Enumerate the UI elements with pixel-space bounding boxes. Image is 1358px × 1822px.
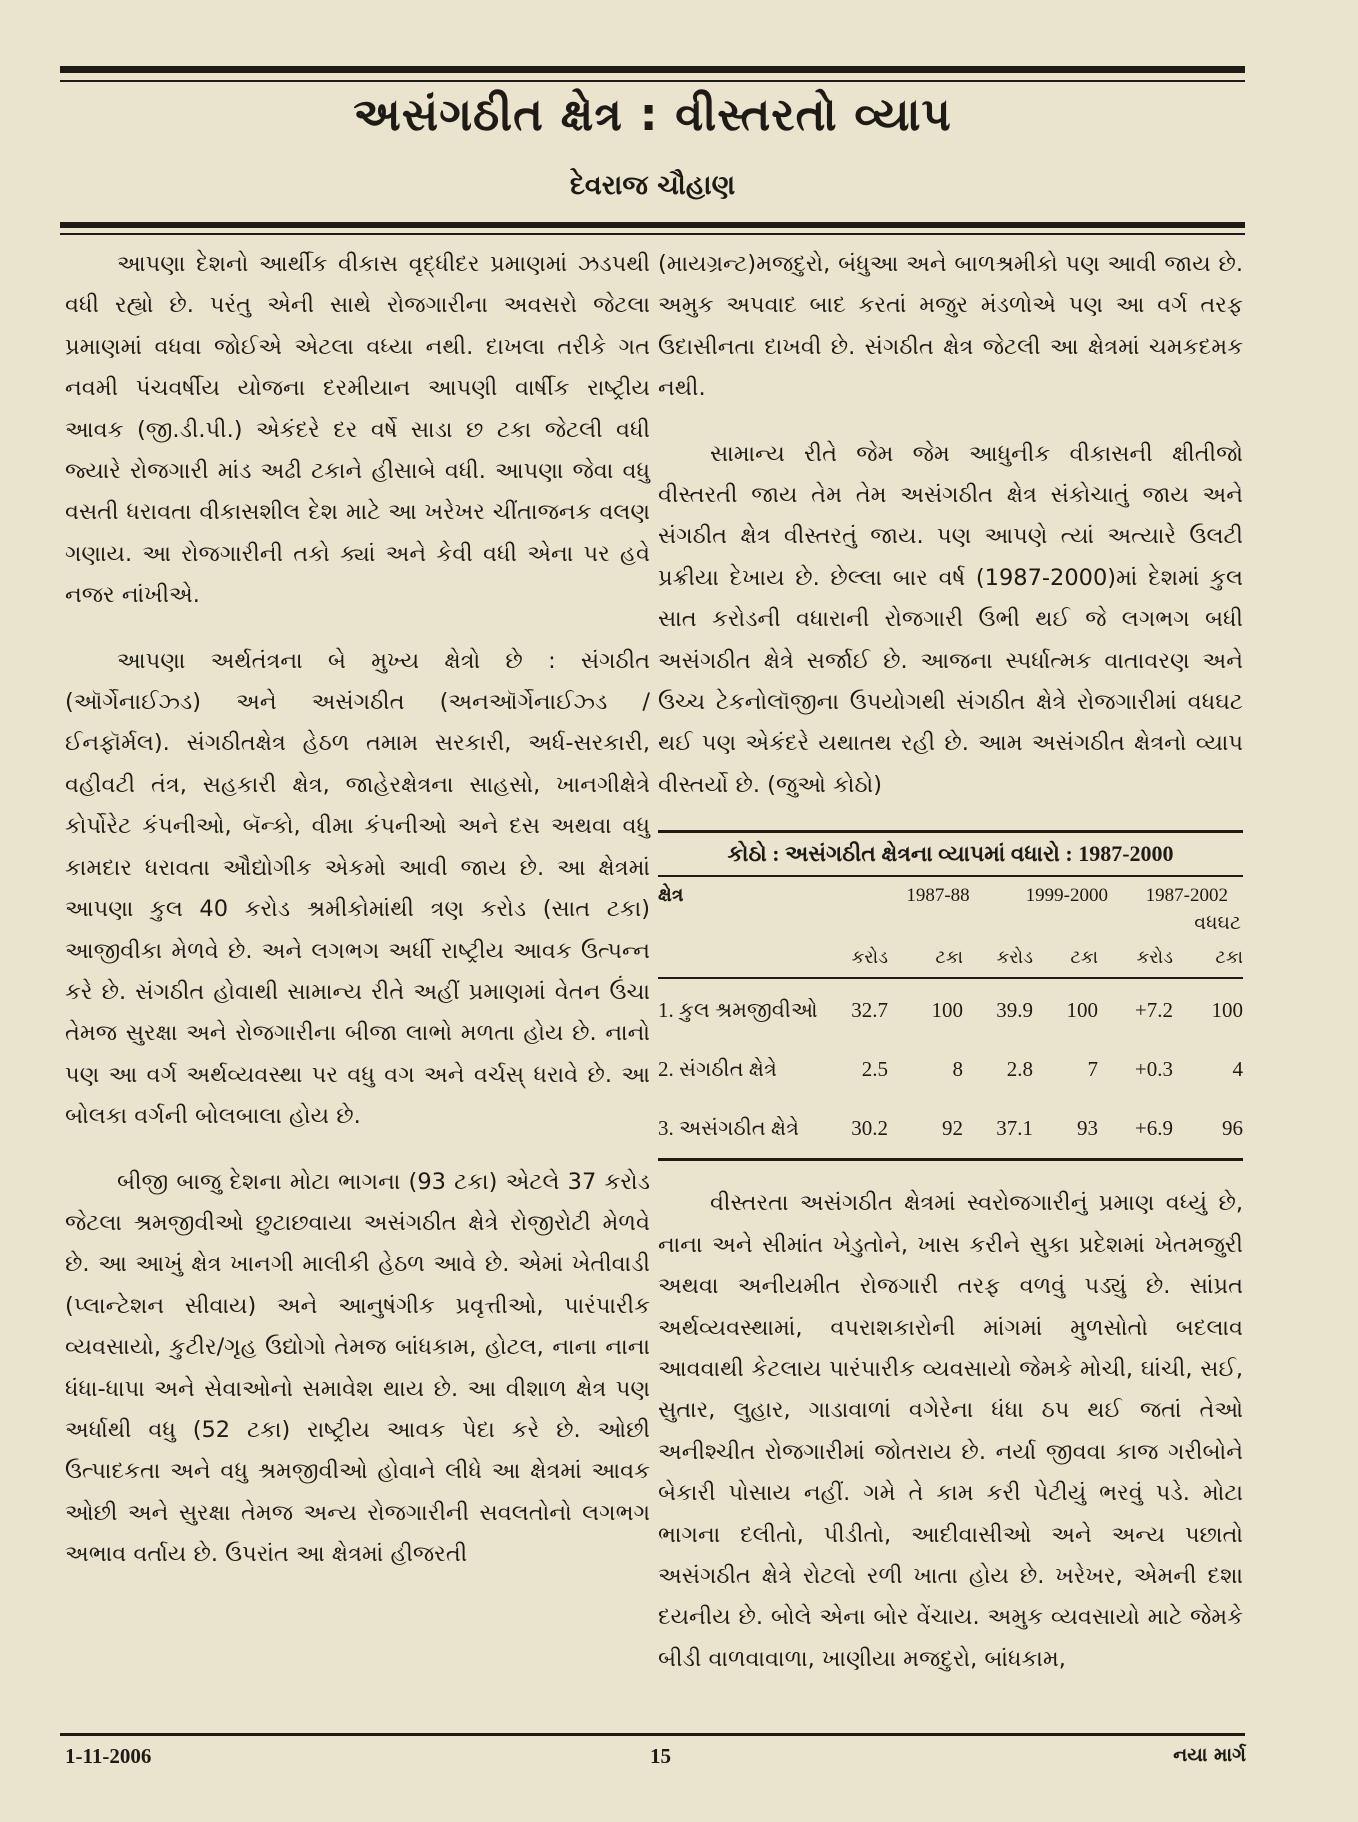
cell-value: 39.9 — [996, 998, 1033, 1023]
table-row — [658, 981, 1243, 1040]
header-rule-thin — [60, 233, 1245, 235]
table-header-change: 1987-2002 — [1145, 885, 1228, 907]
table-header-sector: ક્ષેત્ર — [658, 885, 684, 907]
table-units-row — [658, 937, 1243, 977]
left-paragraph-2: આપણા અર્થતંત્રના બે મુખ્ય ક્ષેત્રો છે : સંગઠીત (ઑર્ગેનાઈઝ્ડ) અને અસંગઠીત (અનઑર્ગેનાઈઝ્ડ / ઈનફૉર્મલ). સંગઠીતક્ષેત્ર હેઠળ તમામ સરકારી, અર્ધ-સરકારી, વહીવટી તંત્ર, સહકારી ક્ષેત્ર, જાહેરક્ષેત્રના સાહસો, ખાનગીક્ષેત્રે કોર્પોરેટ કંપનીઓ, બૅન્કો, વીમા કંપનીઓ અને દસ અથવા વધુ કામદાર ધરાવતા ઔદ્યોગીક એકમો આવી જાય છે. આ ક્ષેત્રમાં આપણા કુલ 40 કરોડ શ્રમીકોમાંથી ત્રણ કરોડ (સાત ટકા) આજીવીકા મેળવે છે. અને લગભગ અર્ધી રાષ્ટ્રીય આવક ઉત્પન્ન કરે છે. સંગઠીત હોવાથી સામાન્ય રીતે અહીં પ્રમાણમાં વેતન ઉંચા તેમજ સુરક્ષા અને રોજગારીના બીજા લાભો મળતા હોય છે. નાનો પણ આ વર્ગ અર્થવ્યવસ્થા પર વધુ વગ અને વર્ચસ્ ધરાવે છે. આ બોલકા વર્ગની બોલબાલા હોય છે. — [65, 647, 650, 1130]
unit-percent: ટકા — [935, 947, 963, 968]
page-number: 15 — [650, 1744, 671, 1768]
article-title: અસંગઠીત ક્ષેત્ર : વીસ્તરતો વ્યાપ — [353, 88, 952, 141]
top-rule-thin — [60, 80, 1245, 82]
unit-percent: ટકા — [1215, 947, 1243, 968]
header-rule-thick — [60, 222, 1245, 228]
data-table — [658, 830, 1243, 1161]
article-author: દેવરાજ ચૌહાણ — [569, 170, 736, 201]
cell-value: 8 — [952, 1057, 963, 1082]
magazine-name: નયા માર્ગ — [1173, 1744, 1246, 1766]
row-label: 1. કુલ શ્રમજીવીઓ — [658, 998, 818, 1023]
cell-value: 7 — [1087, 1057, 1098, 1082]
unit-percent: ટકા — [1070, 947, 1098, 968]
cell-value: 2.8 — [1006, 1057, 1033, 1082]
cell-value: +6.9 — [1134, 1116, 1173, 1141]
cell-value: +0.3 — [1134, 1057, 1173, 1082]
table-header-1987: 1987-88 — [906, 885, 970, 907]
cell-value: 32.7 — [851, 998, 888, 1023]
footer-rule — [60, 1733, 1245, 1736]
top-rule-thick — [60, 66, 1245, 73]
table-subheader-row — [658, 911, 1243, 937]
table-caption: કોઠો : અસંગઠીત ક્ષેત્રના વ્યાપમાં વધારો : 1987-2000 — [727, 841, 1174, 867]
cell-value: 92 — [942, 1116, 963, 1141]
left-paragraph-1: આપણા દેશનો આર્થીક વીકાસ વૃદ્ધીદર પ્રમાણમાં ઝડપથી વધી રહ્યો છે. પરંતુ એની સાથે રોજગારીના અવસરો જેટલા પ્રમાણમાં વધવા જોઈએ એટલા વધ્યા નથી. દાખલા તરીકે ગત નવમી પંચવર્ષીય યોજના દરમીયાન આપણી વાર્ષીક રાષ્ટ્રીય આવક (જી.ડી.પી.) એકંદરે દર વર્ષે સાડા છ ટકા જેટલી વધી જ્યારે રોજગારી માંડ અઢી ટકાને હીસાબે વધી. આપણા જેવા વધુ વસતી ધરાવતા વીકાસશીલ દેશ માટે આ ખરેખર ચીંતાજનક વલણ ગણાય. આ રોજગારીની તકો ક્યાં અને કેવી વધી એના પર હવે નજર નાંખીએ. — [65, 251, 650, 609]
table-header-1999: 1999-2000 — [1025, 885, 1108, 907]
cell-value: 2.5 — [861, 1057, 888, 1082]
right-paragraph-2: સામાન્ય રીતે જેમ જેમ આધુનીક વીકાસની ક્ષીતીજો વીસ્તરતી જાય તેમ તેમ અસંગઠીત ક્ષેત્ર સંકોચાતું જાય અને સંગઠીત ક્ષેત્ર વીસ્તરતું જાય. પણ આપણે ત્યાં અત્યારે ઉલટી પ્રક્રીયા દેખાય છે. છેલ્લા બાર વર્ષ (1987-2000)માં દેશમાં કુલ સાત કરોડની વધારાની રોજગારી ઉભી થઈ જે લગભગ બધી અસંગઠીત ક્ષેત્રે સર્જાઈ છે. આજના સ્પર્ધાત્મક વાતાવરણ અને ઉચ્ચ ટેકનોલૉજીના ઉપયોગથી સંગઠીત ક્ષેત્રે રોજગારીમાં વધઘટ થઈ પણ એકંદરે યથાતથ રહી છે. આમ અસંગઠીત ક્ષેત્રનો વ્યાપ વીસ્તર્યો છે. (જુઓ કોઠો) — [658, 440, 1243, 798]
unit-crore: કરોડ — [996, 947, 1033, 968]
left-column — [65, 244, 650, 1600]
left-paragraph-3: બીજી બાજુ દેશના મોટા ભાગના (93 ટકા) એટલે 37 કરોડ જેટલા શ્રમજીવીઓ છુટાછવાયા અસંગઠીત ક્ષેત્રે રોજીરોટી મેળવે છે. આ આખું ક્ષેત્ર ખાનગી માલીકી હેઠળ આવે છે. એમાં ખેતીવાડી (પ્લાન્ટેશન સીવાય) અને આનુષંગીક પ્રવૃત્તીઓ, પારંપારીક વ્યવસાયો, કુટીર/ગૃહ ઉદ્યોગો તેમજ બાંધકામ, હોટલ, નાના નાના ધંધા-ધાપા અને સેવાઓનો સમાવેશ થાય છે. આ વીશાળ ક્ષેત્ર પણ અર્ધાથી વધુ (52 ટકા) રાષ્ટ્રીય આવક પેદા કરે છે. ઓછી ઉત્પાદકતા અને વધુ શ્રમજીવીઓ હોવાને લીધે આ ક્ષેત્રમાં આવક ઓછી અને સુરક્ષા તેમજ અન્ય રોજગારીની સવલતોનો લગભગ અભાવ વર્તાય છે. ઉપરાંત આ ક્ષેત્રમાં હીજરતી — [65, 1168, 650, 1568]
table-body — [658, 979, 1243, 1158]
cell-value: 93 — [1077, 1116, 1098, 1141]
cell-value: 37.1 — [996, 1116, 1033, 1141]
table-header-row — [658, 877, 1243, 911]
unit-crore: કરોડ — [1136, 947, 1173, 968]
row-label: 3. અસંગઠીત ક્ષેત્રે — [658, 1116, 800, 1141]
cell-value: 100 — [1066, 998, 1098, 1023]
cell-value: 100 — [1211, 998, 1243, 1023]
right-column — [658, 244, 1243, 1704]
table-row — [658, 1099, 1243, 1158]
unit-crore: કરોડ — [851, 947, 888, 968]
cell-value: 30.2 — [851, 1116, 888, 1141]
footer-date: 1-11-2006 — [65, 1744, 152, 1768]
right-paragraph-1: (માયગ્રન્ટ)મજદુરો, બંધુઆ અને બાળશ્રમીકો પણ આવી જાય છે. અમુક અપવાદ બાદ કરતાં મજુર મંડળોએ પણ આ વર્ગ તરફ ઉદાસીનતા દાખવી છે. સંગઠીત ક્ષેત્ર જેટલી આ ક્ષેત્રમાં ચમકદમક નથી. — [658, 251, 1243, 402]
table-header-change-label: વધઘટ — [1194, 913, 1241, 935]
cell-value: +7.2 — [1134, 998, 1173, 1023]
right-paragraph-3: વીસ્તરતા અસંગઠીત ક્ષેત્રમાં સ્વરોજગારીનું પ્રમાણ વધ્યું છે, નાના અને સીમાંત ખેડુતોને, ખાસ કરીને સુકા પ્રદેશમાં ખેતમજુરી અથવા અનીયમીત રોજગારી તરફ વળવું પડ્યું છે. સાંપ્રત અર્થવ્યવસ્થામાં, વપરાશકારોની માંગમાં મુળસોતો બદલાવ આવવાથી કેટલાય પારંપારીક વ્યવસાયો જેમકે મોચી, ઘાંચી, સઈ, સુતાર, લુહાર, ગાડાવાળાં વગેરેના ધંધા ઠપ થઈ જતાં તેઓ અનીશ્ચીત રોજગારીમાં જોતરાય છે. નર્યા જીવવા કાજ ગરીબોને બેકારી પોસાય નહીં. ગમે તે કામ કરી પેટીયું ભરવું પડે. મોટા ભાગના દલીતો, પીડીતો, આદીવાસીઓ અને અન્ય પછાતો અસંગઠીત ક્ષેત્રે રોટલો રળી ખાતા હોય છે. ખરેખર, એમની દશા દયનીય છે. બોલે એના બોર વેંચાય. અમુક વ્યવસાયો માટે જેમકે બીડી વાળવાવાળા, ખાણીયા મજદુરો, બાંધકામ, — [658, 1190, 1243, 1672]
cell-value: 96 — [1222, 1116, 1243, 1141]
cell-value: 100 — [931, 998, 963, 1023]
table-rule-bottom — [658, 1158, 1243, 1161]
row-label: 2. સંગઠીત ક્ષેત્રે — [658, 1057, 777, 1082]
cell-value: 4 — [1232, 1057, 1243, 1082]
table-row — [658, 1040, 1243, 1099]
